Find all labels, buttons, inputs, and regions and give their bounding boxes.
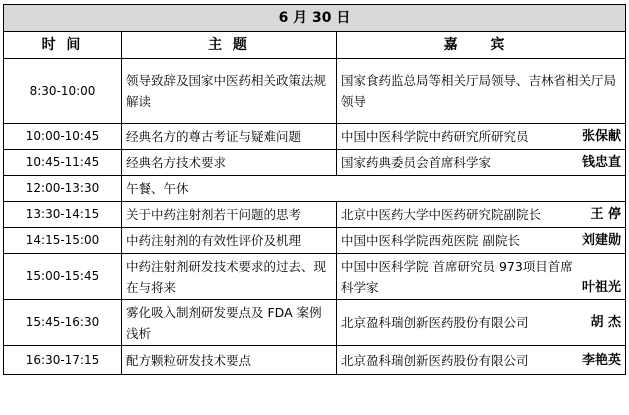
time-cell: 15:45-16:30 (4, 300, 122, 346)
table-row (4, 59, 626, 124)
topic-header: 主 题 (122, 32, 337, 59)
time-cell: 12:00-13:30 (4, 176, 122, 202)
table-row (4, 228, 626, 254)
table-row (4, 202, 626, 228)
table-row (4, 176, 626, 202)
schedule-table (3, 4, 626, 375)
guest-name: 王 停 (590, 207, 621, 222)
time-cell: 14:15-15:00 (4, 228, 122, 254)
time-header: 时 间 (4, 32, 122, 59)
guest-affiliation: 北京盈科瑞创新医药股份有限公司 (341, 352, 529, 368)
guest-affiliation: 北京盈科瑞创新医药股份有限公司 (341, 315, 529, 330)
topic-cell: 配方颗粒研发技术要点 (122, 346, 337, 375)
guest-header: 嘉 宾 (337, 32, 626, 59)
guest-affiliation: 国家食药监总局等相关厅局领导、吉林省相关厅局领导 (341, 73, 617, 109)
guest-cell (337, 202, 626, 228)
guest-name: 刘建勋 (581, 233, 621, 248)
time-cell: 13:30-14:15 (4, 202, 122, 228)
time-cell: 10:00-10:45 (4, 124, 122, 150)
guest-affiliation: 北京中医药大学中医药研究院副院长 (341, 207, 542, 222)
guest-cell (337, 346, 626, 375)
topic-cell: 午餐、午休 (122, 176, 626, 202)
table-row (4, 150, 626, 176)
topic-cell: 关于中药注射剂若干问题的思考 (122, 202, 337, 228)
guest-affiliation: 中国中医科学院西苑医院 副院长 (341, 233, 520, 248)
guest-cell (337, 150, 626, 176)
topic-cell: 经典名方技术要求 (122, 150, 337, 176)
table-row (4, 300, 626, 346)
guest-affiliation: 中国中医科学院 首席研究员 973项目首席科学家 (341, 258, 573, 295)
topic-cell: 领导致辞及国家中医药相关政策法规解读 (122, 59, 337, 124)
time-cell: 8:30-10:00 (4, 59, 122, 124)
date-title-row (4, 5, 626, 32)
guest-affiliation: 中国中医科学院中药研究所研究员 (341, 129, 529, 144)
time-cell: 16:30-17:15 (4, 346, 122, 375)
guest-affiliation: 国家药典委员会首席科学家 (341, 155, 492, 170)
guest-cell (337, 254, 626, 300)
guest-cell (337, 59, 626, 124)
guest-cell (337, 228, 626, 254)
guest-name: 张保献 (581, 129, 621, 144)
guest-name: 叶祖光 (581, 279, 621, 295)
topic-cell: 雾化吸入制剂研发要点及 FDA 案例浅析 (122, 300, 337, 346)
guest-cell (337, 300, 626, 346)
guest-name: 胡 杰 (590, 315, 621, 330)
time-cell: 15:00-15:45 (4, 254, 122, 300)
time-cell: 10:45-11:45 (4, 150, 122, 176)
table-row (4, 346, 626, 375)
guest-name: 李艳英 (581, 352, 621, 368)
guest-cell (337, 124, 626, 150)
header-row (4, 32, 626, 59)
topic-cell: 中药注射剂的有效性评价及机理 (122, 228, 337, 254)
table-row (4, 254, 626, 300)
topic-cell: 经典名方的尊古考证与疑难问题 (122, 124, 337, 150)
date-title: 6 月 30 日 (4, 5, 626, 32)
table-row (4, 124, 626, 150)
guest-name: 钱忠直 (581, 155, 621, 170)
topic-cell: 中药注射剂研发技术要求的过去、现在与将来 (122, 254, 337, 300)
